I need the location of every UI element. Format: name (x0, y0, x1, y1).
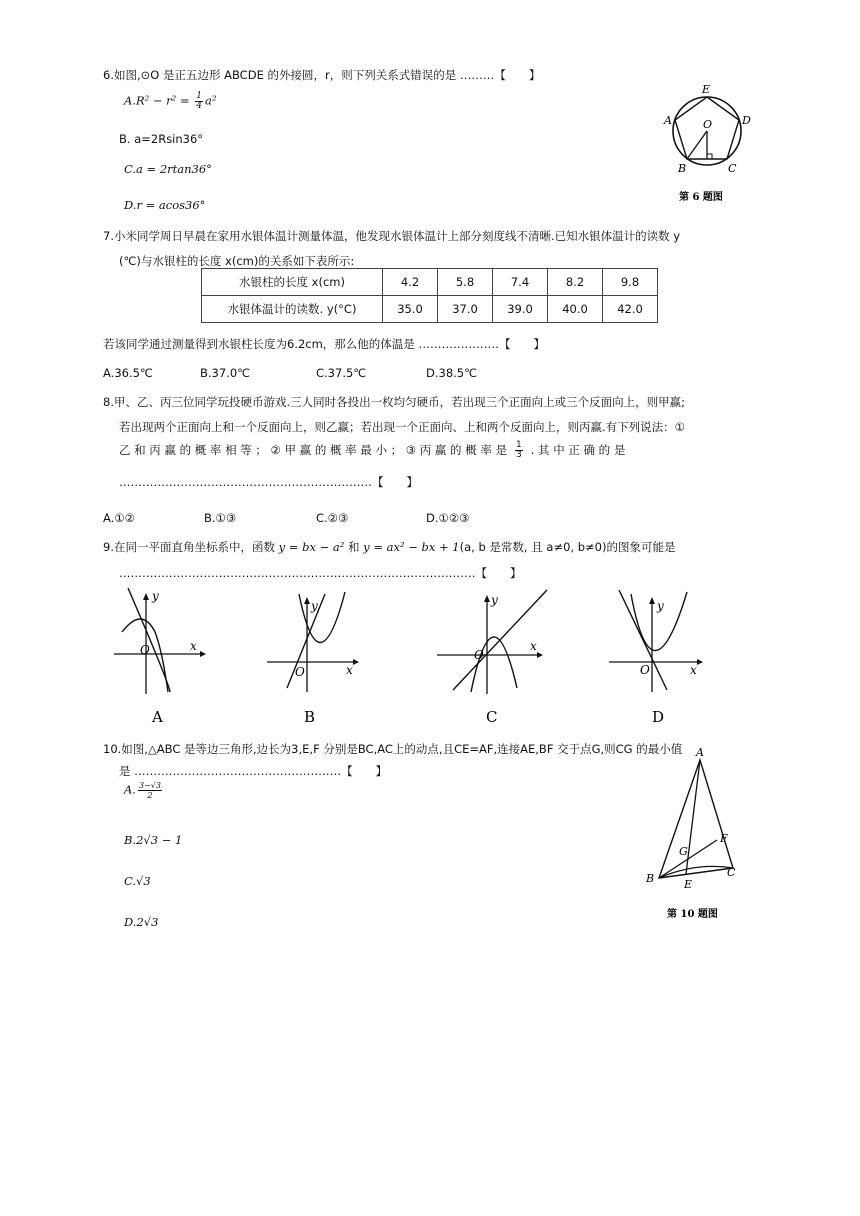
q8-option-a: A.①② (103, 511, 135, 525)
q9-stem: 9.在同一平面直角坐标系中，函数 y = bx − a² 和 y = ax² − bx + 1(a, b 是常数, 且 a≠0, b≠0)的图象可能是 (103, 540, 676, 554)
svg-text:O: O (640, 663, 650, 677)
svg-text:y: y (311, 599, 318, 613)
q10-label-c: C (727, 866, 736, 879)
q7-cell: 37.0 (438, 296, 493, 323)
svg-text:y: y (491, 593, 498, 607)
q9-graph-c-label: C (486, 708, 498, 726)
q9-dots-line: …………………………………………………………………………………【 】 (119, 566, 522, 580)
q8-option-d: D.①②③ (426, 511, 470, 525)
q7-option-d: D.38.5℃ (426, 366, 478, 380)
q7-cell: 40.0 (548, 296, 603, 323)
svg-text:x: x (530, 639, 537, 653)
q7-cell: 39.0 (493, 296, 548, 323)
q7-cell: 42.0 (603, 296, 658, 323)
q7-option-c: C.37.5℃ (316, 366, 367, 380)
q7-cell: 9.8 (603, 269, 658, 296)
q10-label-e: E (684, 878, 693, 891)
q8-line1: 8.甲、乙、丙三位同学玩投硬币游戏.三人同时各投出一枚均匀硬币，若出现三个正面向上或三个反面向上，则甲赢; (103, 395, 685, 409)
q9-graph-b-label: B (304, 708, 316, 726)
q10-option-d: D.2√3 (124, 915, 159, 929)
svg-text:x: x (190, 639, 197, 653)
q9-graph-d (607, 588, 707, 728)
q9-graph-a-label: A (152, 708, 163, 726)
q6-caption: 第 6 题图 (679, 192, 723, 203)
q10-option-a: A. $\frac{3-√3}{2}$ (124, 781, 161, 800)
q10-stem-line1: 10.如图,△ABC 是等边三角形,边长为3,E,F 分别是BC,AC上的动点,且CE=AF,连接AE,BF 交于点G,则CG 的最小值 (103, 742, 683, 756)
q7-option-b: B.37.0℃ (200, 366, 251, 380)
q6-option-a: A.R² − r² = $\frac{1}{4}$ a² (124, 91, 217, 111)
q10-label-g: G (679, 845, 688, 858)
q8-option-b: B.①③ (204, 511, 237, 525)
q6-option-b: B. a=2Rsin36° (119, 132, 204, 146)
table-row (202, 269, 658, 296)
q9-graph-c (435, 588, 555, 728)
svg-text:y: y (152, 589, 159, 603)
svg-text:x: x (346, 663, 353, 677)
q9-graph-a (112, 588, 212, 728)
q7-cell: 8.2 (548, 269, 603, 296)
svg-text:x: x (690, 663, 697, 677)
q6-label-o: O (703, 118, 713, 131)
q10-caption: 第 10 题图 (667, 909, 718, 920)
q10-stem-line2: 是 ………………………………………………【 】 (119, 764, 388, 778)
q8-option-c: C.②③ (316, 511, 349, 525)
q6-figure (660, 80, 760, 220)
q10-label-a: A (696, 746, 704, 759)
table-row (202, 296, 658, 323)
q10-triangle (659, 760, 733, 878)
svg-text:O: O (295, 665, 305, 679)
q8-line2: 若出现两个正面向上和一个反面向上，则乙赢；若出现一个正面向、上和两个反面向上，则丙赢.有下列说法：① (119, 420, 685, 434)
q7-option-a: A.36.5℃ (103, 366, 153, 380)
q7-cell: 4.2 (383, 269, 438, 296)
q6-label-e: E (702, 83, 711, 96)
q7-stem-line2: (℃)与水银柱的长度 x(cm)的关系如下表所示: (119, 254, 355, 268)
q8-line3: 乙 和 丙 赢 的 概 率 相 等 ； ② 甲 赢 的 概 率 最 小 ； ③ 丙 赢 的 概 率 是 $\frac{1}{3}$ . 其 中 正 确 的 是 (119, 440, 626, 460)
q6-option-c: C.a = 2rtan36° (124, 162, 212, 176)
q9-graph-b (265, 588, 365, 728)
q7-stem-line1: 7.小米同学周日早晨在家用水银体温计测量体温，他发现水银体温计上部分刻度线不清晰.已知水银体温计的读数 y (103, 229, 681, 243)
q9-graph-d-label: D (652, 708, 665, 726)
q7-cell: 7.4 (493, 269, 548, 296)
q7-row1-header: 水银柱的长度 x(cm) (202, 269, 383, 296)
q7-question: 若该同学通过测量得到水银柱长度为6.2cm，那么他的体温是 …………………【 】 (103, 337, 545, 351)
q6-label-a: A (664, 114, 672, 127)
q8-line4: …………………………………………………………【 】 (119, 475, 418, 489)
svg-text:O: O (474, 648, 484, 662)
q6-option-d: D.r = acos36° (124, 198, 206, 212)
q10-label-b: B (646, 872, 655, 885)
q10-label-f: F (720, 832, 728, 845)
q6-stem: 6.如图,⊙O 是正五边形 ABCDE 的外接圆，r，则下列关系式错误的是 ………【 】 (103, 68, 541, 82)
q10-figure (640, 742, 760, 927)
q7-table (201, 268, 658, 323)
q7-cell: 35.0 (383, 296, 438, 323)
svg-text:y: y (657, 599, 664, 613)
q6-label-d: D (742, 114, 751, 127)
q6-label-c: C (728, 162, 737, 175)
q6-label-b: B (678, 162, 687, 175)
q7-row2-header: 水银体温计的读数. y(°C) (202, 296, 383, 323)
q7-cell: 5.8 (438, 269, 493, 296)
q10-option-b: B.2√3 − 1 (124, 833, 183, 847)
svg-text:O: O (140, 643, 150, 657)
q10-option-c: C.√3 (124, 874, 151, 888)
